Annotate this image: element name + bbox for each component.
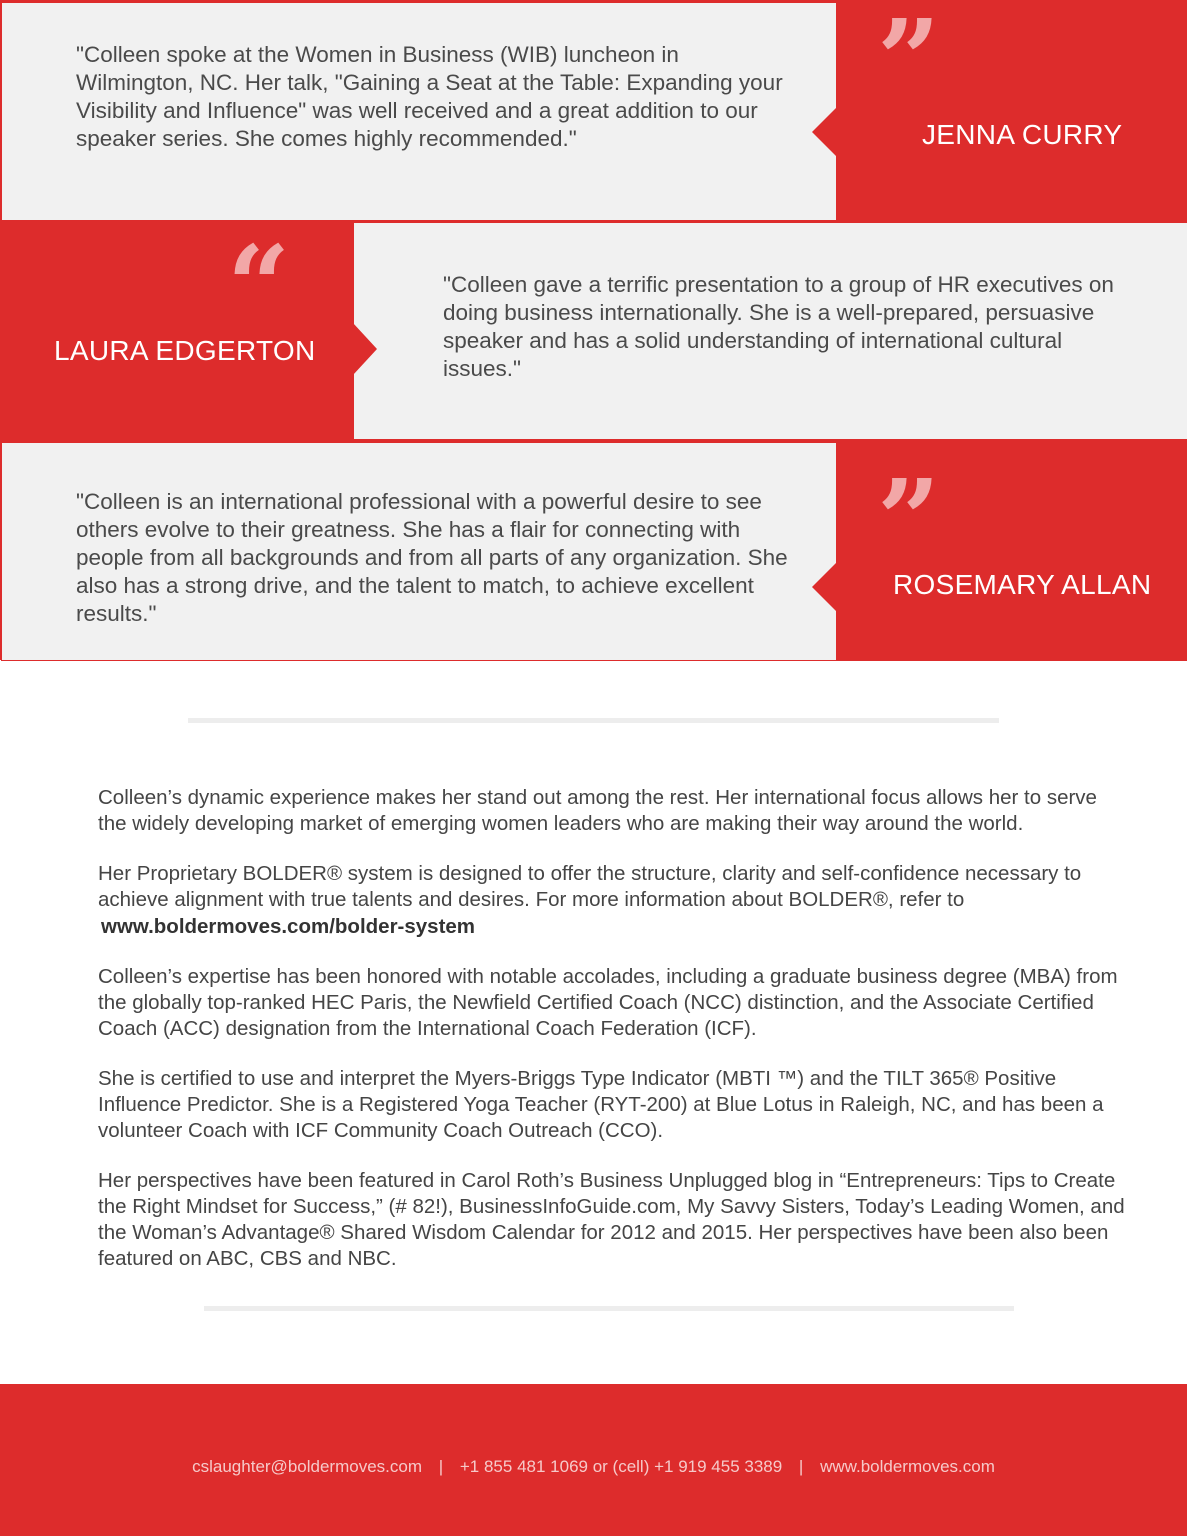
contact-line bbox=[0, 1456, 1187, 1478]
section-divider bbox=[188, 718, 999, 723]
bio-paragraph-text: Her Proprietary BOLDER® system is designed to offer the structure, clarity and self-confidence necessary to achieve alignment with true talents and desires. For more information about BOLDER®, refer to bbox=[98, 862, 1082, 911]
footer-separator: | bbox=[798, 1457, 804, 1476]
bio-paragraph: Colleen’s expertise has been honored with notable accolades, including a graduate business degree (MBA) from the globally top-ranked HEC Paris, the Newfield Certified Coach (NCC) distinction, and the Associate Certified Coach (ACC) designation from the International Coach Federation (ICF). bbox=[98, 965, 1118, 1040]
footer-email-link[interactable]: cslaughter@boldermoves.com bbox=[192, 1457, 422, 1476]
speech-pointer bbox=[812, 561, 838, 613]
quote-mark-icon: ” bbox=[877, 455, 941, 584]
bio-paragraph: She is certified to use and interpret the Myers-Briggs Type Indicator (MBTI ™) and the TILT 365® Positive Influence Predictor. She is a Registered Yoga Teacher (RYT-200) at Blue Lotus in Raleigh, NC, and has been a volunteer Coach with ICF Community Coach Outreach (CCO). bbox=[98, 1067, 1104, 1142]
bio-paragraph: Colleen’s dynamic experience makes her stand out among the rest. Her international focus allows her to serve the widely developing market of emerging women leaders who are making their way around the world. bbox=[98, 786, 1097, 835]
quote-mark-icon: ” bbox=[877, 0, 941, 124]
quote-mark-icon: “ bbox=[227, 221, 291, 350]
testimonial-author: LAURA EDGERTON bbox=[54, 335, 316, 366]
quote-box bbox=[354, 223, 1187, 439]
speech-pointer bbox=[812, 106, 838, 158]
testimonial-jenna-curry bbox=[1, 1, 1187, 221]
footer bbox=[0, 1384, 1187, 1536]
footer-separator: | bbox=[438, 1457, 444, 1476]
bolder-system-link[interactable]: www.boldermoves.com/bolder-system bbox=[101, 915, 476, 938]
testimonial-author: ROSEMARY ALLAN bbox=[893, 569, 1152, 600]
quote-box bbox=[2, 443, 836, 660]
testimonial-rosemary-allan bbox=[1, 441, 1187, 661]
testimonial-quote: "Colleen is an international professional with a powerful desire to see others evolve to their greatness. She has a flair for connecting with people from all backgrounds and from all parts of any organization. She also has a strong drive, and the talent to match, to achieve excellent results." bbox=[76, 489, 788, 626]
section-divider bbox=[204, 1306, 1014, 1311]
testimonial-quote: "Colleen gave a terrific presentation to a group of HR executives on doing business internationally. She is a well-prepared, persuasive speaker and has a solid understanding of international cultural issues." bbox=[443, 272, 1114, 381]
footer-website-link[interactable]: www.boldermoves.com bbox=[820, 1457, 995, 1476]
testimonials-section bbox=[0, 0, 1187, 660]
bio-paragraph bbox=[98, 861, 1128, 940]
bio-paragraph: Her perspectives have been featured in Carol Roth’s Business Unplugged blog in “Entrepreneurs: Tips to Create the Right Mindset for Success,” (# 82!), BusinessInfoGuide.com, My Savvy Sisters, Today’s Leading Women, and the Woman’s Advantage® Shared Wisdom Calendar for 2012 and 2015. Her perspectives have been also been featured on ABC, CBS and NBC. bbox=[98, 1169, 1125, 1270]
testimonial-quote: "Colleen spoke at the Women in Business (WIB) luncheon in Wilmington, NC. Her talk, "Gaining a Seat at the Table: Expanding your Visibility and Influence" was well received and a great addition to our speaker series. She comes highly recommended." bbox=[76, 42, 783, 151]
quote-box bbox=[2, 3, 836, 220]
testimonial-author: JENNA CURRY bbox=[922, 119, 1123, 150]
speech-pointer bbox=[353, 323, 377, 375]
testimonial-laura-edgerton bbox=[1, 221, 1187, 441]
footer-phone: +1 855 481 1069 or (cell) +1 919 455 3389 bbox=[459, 1457, 783, 1476]
bio-section bbox=[98, 785, 1128, 1296]
